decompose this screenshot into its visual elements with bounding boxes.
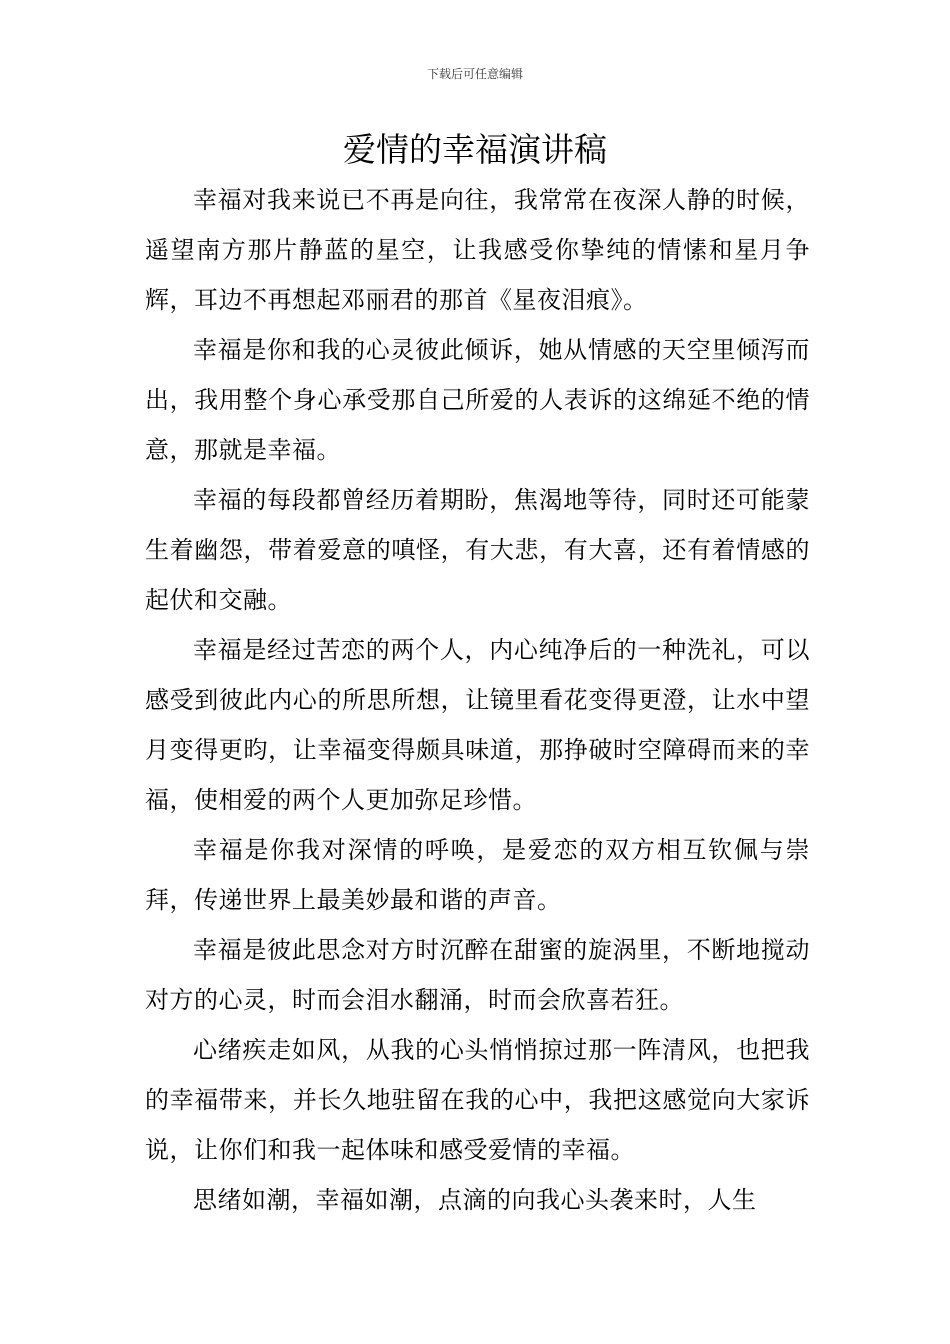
paragraph-4: 幸福是经过苦恋的两个人，内心纯净后的一种洗礼，可以感受到彼此内心的所思所想，让镜里看花变得更澄，让水中望月变得更昀，让幸福变得颇具味道，那挣破时空障碍而来的幸福，使相爱的两个人更加弥足珍惜。 (145, 636, 810, 814)
paragraph-7: 心绪疾走如风，从我的心头悄悄掠过那一阵清风，也把我的幸福带来，并长久地驻留在我的心中，我把这感觉向大家诉说，让你们和我一起体味和感受爱情的幸福。 (145, 1036, 810, 1164)
header-note: 下载后可任意编辑 (426, 67, 523, 81)
paragraph-2: 幸福是你和我的心灵彼此倾诉，她从情感的天空里倾泻而出，我用整个身心承受那自己所爱的人表诉的这绵延不绝的情意，那就是幸福。 (145, 336, 810, 464)
paragraph-1: 幸福对我来说已不再是向往，我常常在夜深人静的时候，遥望南方那片静蓝的星空，让我感受你挚纯的情愫和星月争辉，耳边不再想起邓丽君的那首《星夜泪痕》。 (145, 186, 810, 314)
paragraph-5: 幸福是你我对深情的呼唤，是爱恋的双方相互钦佩与崇拜，传递世界上最美妙最和谐的声音。 (145, 836, 810, 914)
document-title: 爱情的幸福演讲稿 (343, 130, 607, 169)
paragraph-8: 思绪如潮，幸福如潮，点滴的向我心头袭来时，人生 (193, 1186, 757, 1214)
document-body (145, 175, 810, 1225)
paragraph-6: 幸福是彼此思念对方时沉醉在甜蜜的旋涡里，不断地搅动对方的心灵，时而会泪水翻涌，时而会欣喜若狂。 (145, 936, 810, 1014)
paragraph-3: 幸福的每段都曾经历着期盼，焦渴地等待，同时还可能蒙生着幽怨，带着爱意的嗔怪，有大悲，有大喜，还有着情感的起伏和交融。 (145, 486, 810, 614)
